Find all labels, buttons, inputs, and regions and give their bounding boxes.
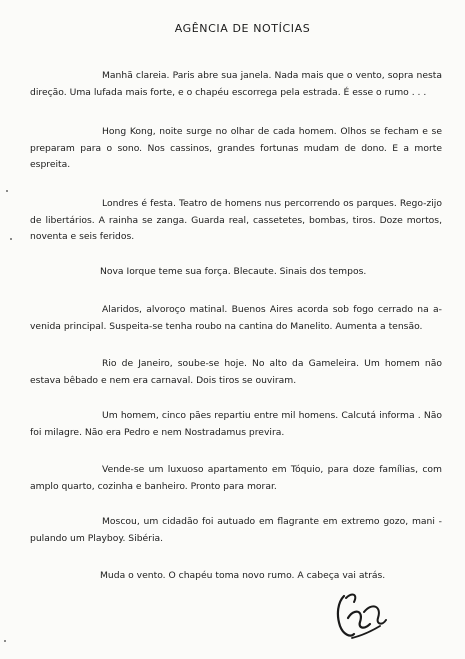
handwritten-signature (330, 588, 390, 644)
paragraph-paris: Manhã clareia. Paris abre sua janela. Nada mais que o vento, sopra nesta direção. Uma lufada mais forte, e o chapéu escorrega pela estrada. É esse o rumo . . . (30, 70, 442, 98)
paragraph-nova-iorque: Nova Iorque teme sua força. Blecaute. Sinais dos tempos. (100, 266, 367, 277)
paper-speck (6, 190, 8, 192)
paragraph-buenos-aires: Alaridos, alvoroço matinal. Buenos Aires acorda sob fogo cerrado na a-venida principal. Suspeita-se tenha roubo na cantina do Manelito. Aumenta a tensão. (30, 304, 442, 332)
paragraph-calcuta: Um homem, cinco pães repartiu entre mil homens. Calcutá informa . Não foi milagre. Não era Pedro e nem Nostradamus previra. (30, 410, 442, 438)
document-title: AGÊNCIA DE NOTÍCIAS (174, 22, 311, 35)
paragraph-hong-kong: Hong Kong, noite surge no olhar de cada homem. Olhos se fecham e se preparam para o sono. Nos cassinos, grandes fortunas mudam de dono. E a morte espreita. (30, 126, 442, 170)
paper-speck (10, 238, 12, 240)
paragraph-toquio: Vende-se um luxuoso apartamento em Tóquio, para doze famílias, com amplo quarto, cozinha e banheiro. Pronto para morar. (30, 464, 442, 492)
paper-speck (4, 640, 6, 642)
paragraph-moscou: Moscou, um cidadão foi autuado em flagrante em extremo gozo, mani - pulando um Playboy. Sibéria. (30, 516, 442, 544)
paragraph-rio-de-janeiro: Rio de Janeiro, soube-se hoje. No alto da Gameleira. Um homem não estava bêbado e nem era carnaval. Dois tiros se ouviram. (30, 358, 442, 386)
paragraph-londres: Londres é festa. Teatro de homens nus percorrendo os parques. Rego-zijo de libertários. A rainha se zanga. Guarda real, cassetetes, bombas, tiros. Doze mortos, noventa e seis feridos. (30, 198, 442, 242)
paragraph-muda-o-vento: Muda o vento. O chapéu toma novo rumo. A cabeça vai atrás. (100, 570, 386, 581)
